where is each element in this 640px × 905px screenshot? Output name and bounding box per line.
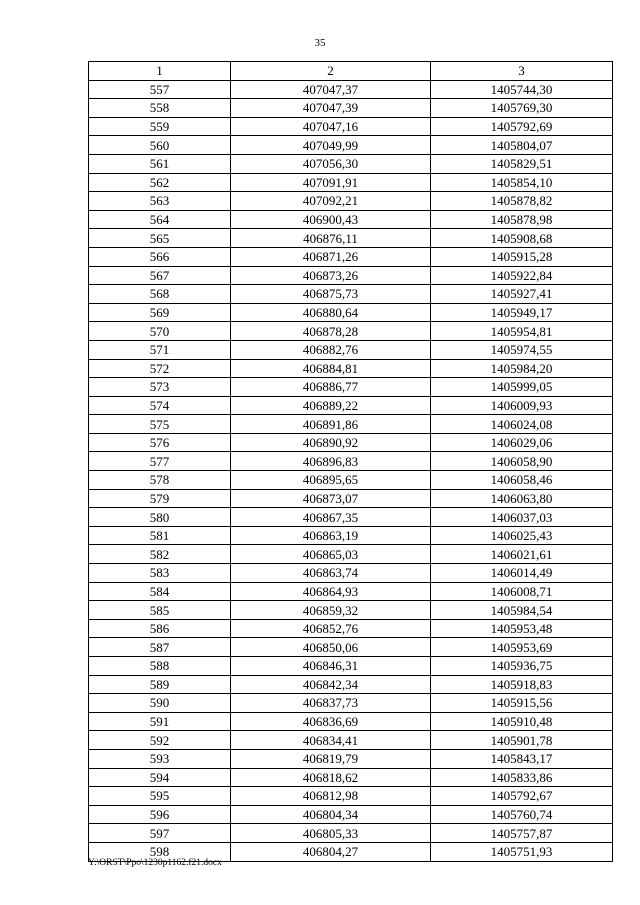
table-row [89, 359, 613, 378]
table-row [89, 768, 613, 787]
x-coordinate-cell: 407049,99 [231, 136, 431, 155]
y-coordinate-cell: 1406058,90 [431, 452, 613, 471]
point-number-cell: 596 [89, 805, 231, 824]
x-coordinate-cell: 406859,32 [231, 601, 431, 620]
x-coordinate-cell: 407091,91 [231, 173, 431, 192]
x-coordinate-cell: 406846,31 [231, 657, 431, 676]
column-header-3: 3 [431, 62, 613, 81]
point-number-cell: 559 [89, 117, 231, 136]
point-number-cell: 578 [89, 471, 231, 490]
table-row [89, 471, 613, 490]
y-coordinate-cell: 1405954,81 [431, 322, 613, 341]
y-coordinate-cell: 1405757,87 [431, 824, 613, 843]
table-row [89, 601, 613, 620]
table-row [89, 489, 613, 508]
point-number-cell: 566 [89, 247, 231, 266]
x-coordinate-cell: 406882,76 [231, 340, 431, 359]
point-number-cell: 567 [89, 266, 231, 285]
x-coordinate-cell: 407047,39 [231, 99, 431, 118]
point-number-cell: 594 [89, 768, 231, 787]
y-coordinate-cell: 1405804,07 [431, 136, 613, 155]
table-row [89, 192, 613, 211]
y-coordinate-cell: 1405901,78 [431, 731, 613, 750]
point-number-cell: 589 [89, 675, 231, 694]
point-number-cell: 563 [89, 192, 231, 211]
x-coordinate-cell: 406889,22 [231, 396, 431, 415]
x-coordinate-cell: 406850,06 [231, 638, 431, 657]
y-coordinate-cell: 1405949,17 [431, 303, 613, 322]
y-coordinate-cell: 1405751,93 [431, 842, 613, 861]
point-number-cell: 588 [89, 657, 231, 676]
x-coordinate-cell: 406842,34 [231, 675, 431, 694]
point-number-cell: 569 [89, 303, 231, 322]
table-row [89, 210, 613, 229]
table-header-row [89, 62, 613, 81]
y-coordinate-cell: 1405908,68 [431, 229, 613, 248]
x-coordinate-cell: 406834,41 [231, 731, 431, 750]
table-row [89, 433, 613, 452]
point-number-cell: 572 [89, 359, 231, 378]
column-header-2: 2 [231, 62, 431, 81]
x-coordinate-cell: 406900,43 [231, 210, 431, 229]
point-number-cell: 592 [89, 731, 231, 750]
y-coordinate-cell: 1405953,69 [431, 638, 613, 657]
y-coordinate-cell: 1405769,30 [431, 99, 613, 118]
table-row [89, 712, 613, 731]
point-number-cell: 577 [89, 452, 231, 471]
x-coordinate-cell: 406804,27 [231, 842, 431, 861]
point-number-cell: 581 [89, 526, 231, 545]
x-coordinate-cell: 406873,26 [231, 266, 431, 285]
x-coordinate-cell: 406871,26 [231, 247, 431, 266]
point-number-cell: 565 [89, 229, 231, 248]
y-coordinate-cell: 1406029,06 [431, 433, 613, 452]
x-coordinate-cell: 406836,69 [231, 712, 431, 731]
y-coordinate-cell: 1405918,83 [431, 675, 613, 694]
point-number-cell: 576 [89, 433, 231, 452]
column-header-1: 1 [89, 62, 231, 81]
y-coordinate-cell: 1405922,84 [431, 266, 613, 285]
x-coordinate-cell: 406863,74 [231, 564, 431, 583]
y-coordinate-cell: 1405878,82 [431, 192, 613, 211]
table-row [89, 564, 613, 583]
y-coordinate-cell: 1406009,93 [431, 396, 613, 415]
y-coordinate-cell: 1405829,51 [431, 154, 613, 173]
x-coordinate-cell: 406896,83 [231, 452, 431, 471]
point-number-cell: 584 [89, 582, 231, 601]
x-coordinate-cell: 406852,76 [231, 619, 431, 638]
table-row [89, 675, 613, 694]
x-coordinate-cell: 406895,65 [231, 471, 431, 490]
point-number-cell: 580 [89, 508, 231, 527]
y-coordinate-cell: 1405878,98 [431, 210, 613, 229]
y-coordinate-cell: 1406021,61 [431, 545, 613, 564]
x-coordinate-cell: 406876,11 [231, 229, 431, 248]
point-number-cell: 595 [89, 787, 231, 806]
point-number-cell: 557 [89, 80, 231, 99]
y-coordinate-cell: 1405984,20 [431, 359, 613, 378]
x-coordinate-cell: 406837,73 [231, 694, 431, 713]
y-coordinate-cell: 1405843,17 [431, 749, 613, 768]
table-row [89, 266, 613, 285]
footer-file-path: Y:\ORST\Ppo\1230p1162.f21.docx [88, 858, 222, 868]
page-number: 35 [314, 37, 326, 49]
y-coordinate-cell: 1406063,80 [431, 489, 613, 508]
y-coordinate-cell: 1405744,30 [431, 80, 613, 99]
y-coordinate-cell: 1405854,10 [431, 173, 613, 192]
y-coordinate-cell: 1405936,75 [431, 657, 613, 676]
x-coordinate-cell: 406873,07 [231, 489, 431, 508]
x-coordinate-cell: 407092,21 [231, 192, 431, 211]
point-number-cell: 561 [89, 154, 231, 173]
point-number-cell: 585 [89, 601, 231, 620]
table-row [89, 99, 613, 118]
x-coordinate-cell: 406863,19 [231, 526, 431, 545]
table-row [89, 787, 613, 806]
x-coordinate-cell: 406812,98 [231, 787, 431, 806]
y-coordinate-cell: 1405953,48 [431, 619, 613, 638]
table-row [89, 731, 613, 750]
x-coordinate-cell: 407056,30 [231, 154, 431, 173]
x-coordinate-cell: 406878,28 [231, 322, 431, 341]
point-number-cell: 586 [89, 619, 231, 638]
point-number-cell: 591 [89, 712, 231, 731]
point-number-cell: 587 [89, 638, 231, 657]
x-coordinate-cell: 407047,37 [231, 80, 431, 99]
point-number-cell: 562 [89, 173, 231, 192]
point-number-cell: 558 [89, 99, 231, 118]
x-coordinate-cell: 406880,64 [231, 303, 431, 322]
table-row [89, 229, 613, 248]
table-row [89, 452, 613, 471]
y-coordinate-cell: 1406058,46 [431, 471, 613, 490]
y-coordinate-cell: 1406037,03 [431, 508, 613, 527]
point-number-cell: 560 [89, 136, 231, 155]
table-row [89, 415, 613, 434]
point-number-cell: 593 [89, 749, 231, 768]
y-coordinate-cell: 1405915,56 [431, 694, 613, 713]
table-row [89, 285, 613, 304]
table-row [89, 247, 613, 266]
x-coordinate-cell: 406805,33 [231, 824, 431, 843]
table-row [89, 136, 613, 155]
table-row [89, 582, 613, 601]
point-number-cell: 568 [89, 285, 231, 304]
coordinates-table [88, 61, 613, 862]
point-number-cell: 579 [89, 489, 231, 508]
table-row [89, 749, 613, 768]
y-coordinate-cell: 1405927,41 [431, 285, 613, 304]
x-coordinate-cell: 407047,16 [231, 117, 431, 136]
point-number-cell: 597 [89, 824, 231, 843]
table-row [89, 154, 613, 173]
point-number-cell: 590 [89, 694, 231, 713]
point-number-cell: 570 [89, 322, 231, 341]
y-coordinate-cell: 1406024,08 [431, 415, 613, 434]
point-number-cell: 573 [89, 378, 231, 397]
table-row [89, 303, 613, 322]
x-coordinate-cell: 406891,86 [231, 415, 431, 434]
table-row [89, 508, 613, 527]
table-row [89, 322, 613, 341]
table-row [89, 638, 613, 657]
point-number-cell: 598 [89, 842, 231, 861]
point-number-cell: 571 [89, 340, 231, 359]
x-coordinate-cell: 406818,62 [231, 768, 431, 787]
y-coordinate-cell: 1405792,67 [431, 787, 613, 806]
table-row [89, 80, 613, 99]
point-number-cell: 574 [89, 396, 231, 415]
y-coordinate-cell: 1406008,71 [431, 582, 613, 601]
y-coordinate-cell: 1405984,54 [431, 601, 613, 620]
y-coordinate-cell: 1406014,49 [431, 564, 613, 583]
x-coordinate-cell: 406804,34 [231, 805, 431, 824]
table-row [89, 396, 613, 415]
table-row [89, 340, 613, 359]
table-row [89, 545, 613, 564]
point-number-cell: 575 [89, 415, 231, 434]
y-coordinate-cell: 1405792,69 [431, 117, 613, 136]
table-row [89, 805, 613, 824]
y-coordinate-cell: 1405910,48 [431, 712, 613, 731]
table-row [89, 694, 613, 713]
x-coordinate-cell: 406865,03 [231, 545, 431, 564]
y-coordinate-cell: 1405974,55 [431, 340, 613, 359]
x-coordinate-cell: 406867,35 [231, 508, 431, 527]
table-row [89, 378, 613, 397]
x-coordinate-cell: 406875,73 [231, 285, 431, 304]
table-row [89, 117, 613, 136]
y-coordinate-cell: 1406025,43 [431, 526, 613, 545]
x-coordinate-cell: 406886,77 [231, 378, 431, 397]
point-number-cell: 583 [89, 564, 231, 583]
table-row [89, 657, 613, 676]
table-body [89, 80, 613, 861]
x-coordinate-cell: 406864,93 [231, 582, 431, 601]
point-number-cell: 582 [89, 545, 231, 564]
table-row [89, 173, 613, 192]
x-coordinate-cell: 406890,92 [231, 433, 431, 452]
point-number-cell: 564 [89, 210, 231, 229]
y-coordinate-cell: 1405915,28 [431, 247, 613, 266]
y-coordinate-cell: 1405999,05 [431, 378, 613, 397]
x-coordinate-cell: 406819,79 [231, 749, 431, 768]
table-row [89, 824, 613, 843]
table-row [89, 526, 613, 545]
x-coordinate-cell: 406884,81 [231, 359, 431, 378]
y-coordinate-cell: 1405760,74 [431, 805, 613, 824]
y-coordinate-cell: 1405833,86 [431, 768, 613, 787]
table-row [89, 619, 613, 638]
